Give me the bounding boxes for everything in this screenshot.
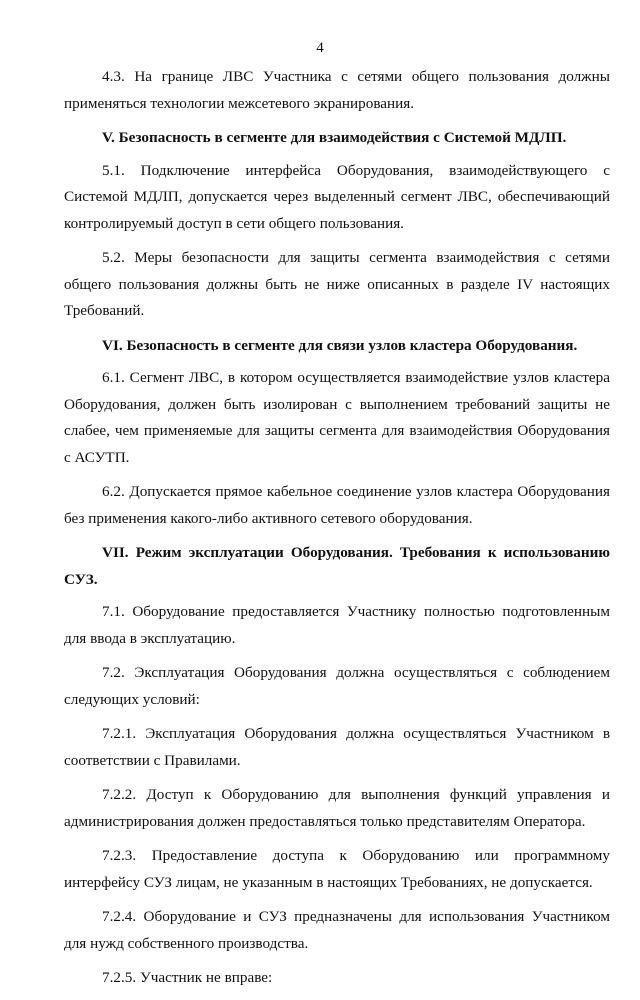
page-number: 4 bbox=[316, 40, 324, 56]
section-heading-vii: VII. Режим эксплуатации Оборудования. Требования к использованию СУЗ. bbox=[64, 544, 610, 588]
paragraph-7-2-3: 7.2.3. Предоставление доступа к Оборудованию или программному интерфейсу СУЗ лицам, не указанным в настоящих Требованиях, не допускается. bbox=[64, 847, 610, 891]
paragraph-7-1: 7.1. Оборудование предоставляется Участнику полностью подготовленным для ввода в эксплуатацию. bbox=[64, 603, 610, 647]
paragraph-7-2-5: 7.2.5. Участник не вправе: bbox=[102, 969, 273, 986]
paragraph-6-2: 6.2. Допускается прямое кабельное соединение узлов кластера Оборудования без применения какого-либо активного сетевого оборудования. bbox=[64, 483, 610, 527]
paragraph-7-2: 7.2. Эксплуатация Оборудования должна осуществляться с соблюдением следующих условий: bbox=[64, 664, 610, 708]
paragraph-7-2-1: 7.2.1. Эксплуатация Оборудования должна осуществляться Участником в соответствии с Правилами. bbox=[64, 725, 610, 769]
document-body bbox=[64, 64, 610, 1000]
paragraph-7-2-2: 7.2.2. Доступ к Оборудованию для выполнения функций управления и администрирования должен предоставляться только представителям Оператора. bbox=[64, 786, 610, 830]
paragraph-5-1: 5.1. Подключение интерфейса Оборудования, взаимодействующего с Системой МДЛП, допускается через выделенный сегмент ЛВС, обеспечивающий контролируемый доступ в сети общего пользования. bbox=[64, 161, 610, 232]
section-heading-v: V. Безопасность в сегменте для взаимодействия с Системой МДЛП. bbox=[102, 129, 567, 146]
paragraph-6-1: 6.1. Сегмент ЛВС, в котором осуществляется взаимодействие узлов кластера Оборудования, должен быть изолирован с выполнением требований защиты не слабее, чем применяемые для защиты сегмента для взаимодействия Оборудования с АСУТП. bbox=[64, 369, 610, 466]
paragraph-4-3: 4.3. На границе ЛВС Участника с сетями общего пользования должны применяться технологии межсетевого экранирования. bbox=[64, 68, 610, 112]
paragraph-7-2-4: 7.2.4. Оборудование и СУЗ предназначены для использования Участником для нужд собственного производства. bbox=[64, 908, 610, 952]
section-heading-vi: VI. Безопасность в сегменте для связи узлов кластера Оборудования. bbox=[102, 336, 578, 354]
paragraph-5-2: 5.2. Меры безопасности для защиты сегмента взаимодействия с сетями общего пользования должны быть не ниже описанных в разделе IV настоящих Требований. bbox=[64, 249, 610, 319]
